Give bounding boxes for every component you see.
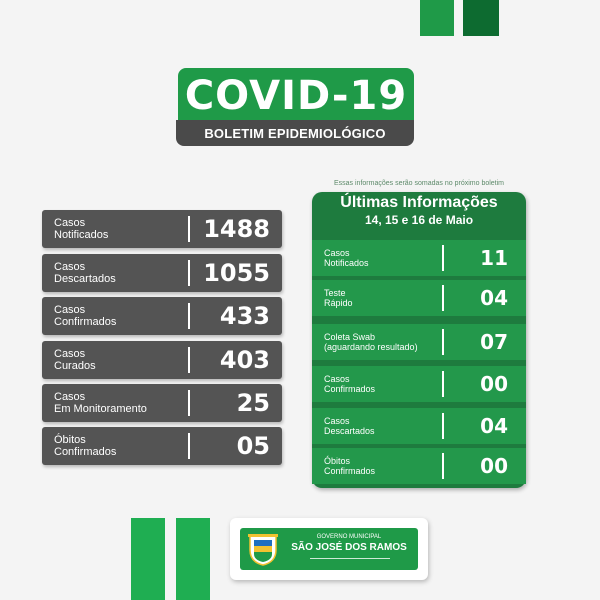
row-label: Casos Notificados <box>324 248 369 268</box>
divider <box>188 216 190 242</box>
stat-value: 1488 <box>203 215 270 243</box>
divider <box>442 371 444 397</box>
latest-row-swab <box>312 324 526 360</box>
divider <box>188 303 190 329</box>
row-value: 07 <box>480 330 508 354</box>
divider <box>442 329 444 355</box>
stat-value: 25 <box>236 389 270 417</box>
stat-value: 1055 <box>203 259 270 287</box>
logo-banner <box>240 528 418 570</box>
decor-bar-top-left <box>420 0 454 36</box>
decor-bar-bottom-left <box>131 518 165 600</box>
divider <box>442 245 444 271</box>
divider <box>442 453 444 479</box>
stat-row-discarded <box>42 254 282 292</box>
latest-row-confirmed <box>312 366 526 402</box>
row-value: 00 <box>480 454 508 478</box>
latest-row-discarded <box>312 408 526 444</box>
municipal-logo <box>230 518 428 580</box>
stat-value: 433 <box>219 302 270 330</box>
row-label: Casos Confirmados <box>324 374 376 394</box>
stat-row-monitoring <box>42 384 282 422</box>
latest-info-header <box>312 194 526 228</box>
stat-row-recovered <box>42 341 282 379</box>
stat-label: Casos Descartados <box>54 261 116 285</box>
decor-bar-top-right <box>463 0 499 36</box>
government-label: GOVERNO MUNICIPAL <box>316 534 382 540</box>
title-banner <box>178 68 414 124</box>
row-label: Casos Descartados <box>324 416 375 436</box>
divider <box>310 558 390 559</box>
row-value: 11 <box>480 246 508 270</box>
latest-row-deaths <box>312 448 526 484</box>
stat-row-confirmed <box>42 297 282 335</box>
divider <box>188 433 190 459</box>
row-label: Óbitos Confirmados <box>324 456 376 476</box>
stat-label: Casos Em Monitoramento <box>54 391 147 415</box>
latest-info-title: Últimas Informações <box>340 194 498 211</box>
divider <box>442 285 444 311</box>
row-value: 04 <box>480 286 508 310</box>
stat-row-notified <box>42 210 282 248</box>
page-subtitle: BOLETIM EPIDEMIOLÓGICO <box>204 125 386 141</box>
stat-value: 05 <box>236 432 270 460</box>
divider <box>188 260 190 286</box>
latest-row-rapid-test <box>312 280 526 316</box>
latest-row-notified <box>312 240 526 276</box>
city-name: SÃO JOSÉ DOS RAMOS <box>291 542 407 553</box>
subtitle-banner <box>176 120 414 146</box>
stat-label: Casos Notificados <box>54 217 109 241</box>
divider <box>188 390 190 416</box>
stat-value: 403 <box>219 346 270 374</box>
stat-row-deaths <box>42 427 282 465</box>
row-label: Teste Rápido <box>324 288 353 308</box>
divider <box>188 347 190 373</box>
latest-info-panel <box>312 192 526 488</box>
page-title: COVID-19 <box>184 73 408 119</box>
latest-info-dates: 14, 15 e 16 de Maio <box>364 213 474 227</box>
divider <box>442 413 444 439</box>
stat-label: Casos Curados <box>54 348 96 372</box>
row-label: Coleta Swab (aguardando resultado) <box>324 332 418 352</box>
city-crest-icon <box>246 532 280 566</box>
stat-label: Óbitos Confirmados <box>54 434 117 458</box>
note-text: Essas informações serão somadas no próximo boletim <box>333 180 505 187</box>
decor-bar-bottom-right <box>176 518 210 600</box>
row-value: 04 <box>480 414 508 438</box>
row-value: 00 <box>480 372 508 396</box>
stat-label: Casos Confirmados <box>54 304 117 328</box>
